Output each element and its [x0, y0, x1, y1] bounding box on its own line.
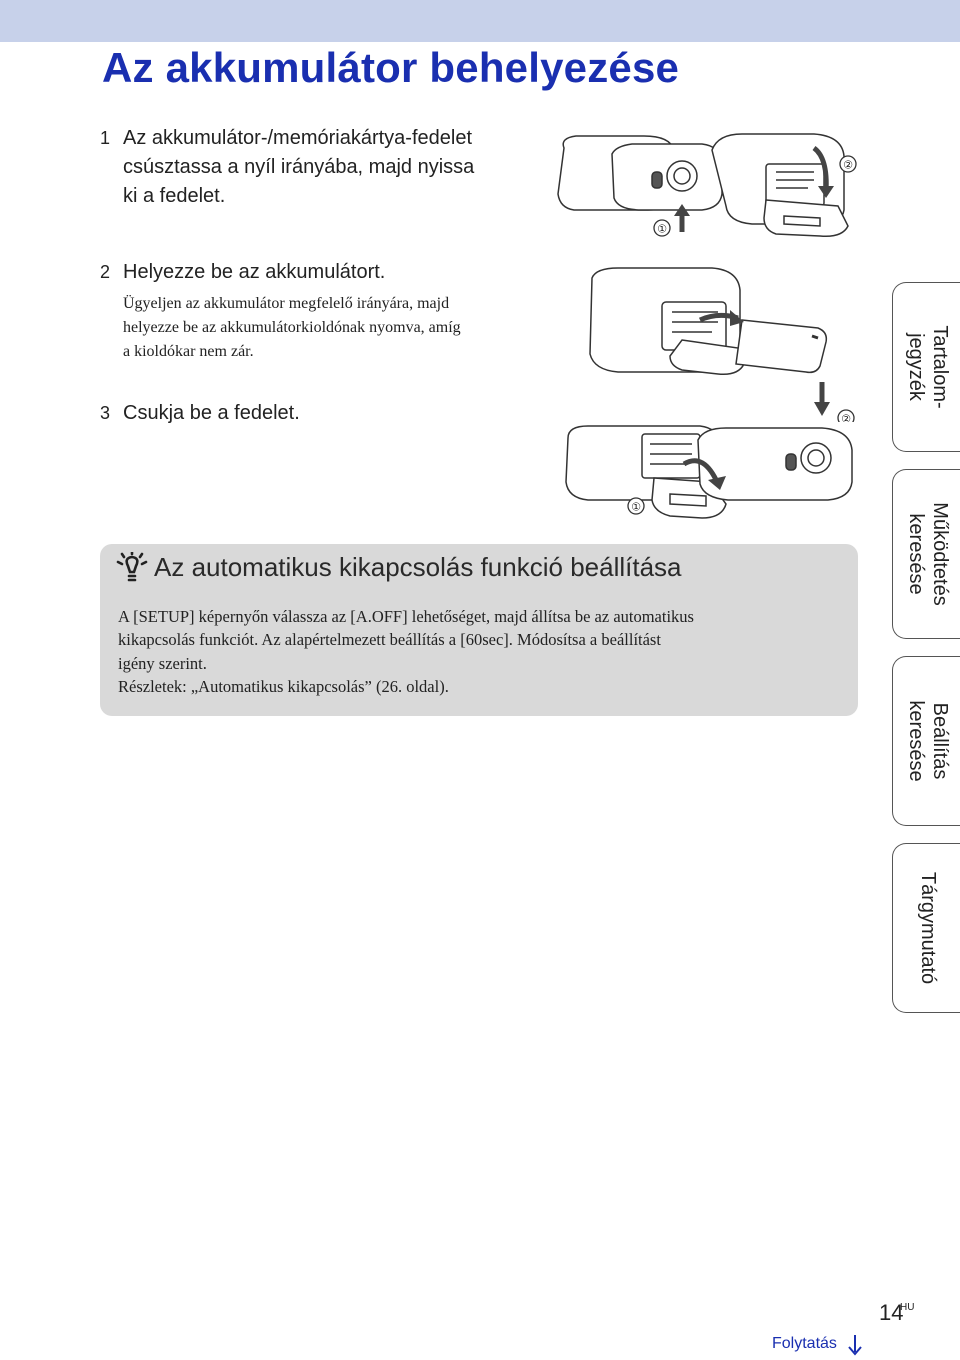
tab-contents-label [904, 325, 952, 408]
tab-label-line: keresése [905, 700, 927, 782]
figure-close-cover [558, 420, 872, 526]
arrow-down-icon[interactable] [848, 1334, 862, 1356]
continue-link[interactable]: Folytatás [772, 1335, 837, 1352]
step-1-line: csúsztassa a nyíl irányába, majd nyissa [123, 156, 475, 178]
step-1-line: Az akkumulátor-/memóriakártya-fedelet [123, 127, 473, 149]
figure-open-cover [552, 128, 872, 252]
step-2-line: Helyezze be az akkumulátort. [123, 261, 386, 283]
tab-settings-search-label [904, 700, 952, 781]
tab-operation-search-label [904, 502, 952, 605]
step-2-note-line: a kioldókar nem zár. [123, 343, 254, 360]
hint-title: Az automatikus kikapcsolás funkció beállítása [154, 552, 682, 582]
tab-contents[interactable] [892, 282, 960, 452]
tab-index-label [916, 872, 940, 984]
step-2-note [123, 292, 563, 364]
tab-label-line: Beállítás [929, 702, 951, 780]
hint-line: kikapcsolás funkciót. Az alapértelmezett beállítás a [60sec]. Módosítsa a beállítást [118, 630, 661, 649]
step-2-text [123, 258, 523, 287]
step-3-text [123, 399, 523, 428]
tab-label-line: keresése [905, 513, 927, 595]
tab-operation-search[interactable] [892, 469, 960, 639]
step-1-line: ki a fedelet. [123, 185, 226, 207]
hint-line: A [SETUP] képernyőn válassza az [A.OFF] lehetőséget, majd állítsa be az automatikus [118, 607, 694, 626]
step-1-text [123, 124, 523, 211]
header-band [0, 0, 960, 42]
hint-line: Részletek: „Automatikus kikapcsolás” (26. oldal). [118, 677, 449, 696]
figure-callout: ① [657, 222, 667, 236]
tab-label-line: jegyzék [905, 333, 927, 401]
figure-insert-battery [572, 262, 872, 422]
tab-index[interactable] [892, 843, 960, 1013]
figure-callout: ① [631, 500, 641, 514]
tab-settings-search[interactable] [892, 656, 960, 826]
step-3-number: 3 [100, 403, 111, 423]
page-title: Az akkumulátor behelyezése [102, 44, 680, 91]
step-1-number: 1 [100, 128, 111, 148]
tab-label-line: Működtetés [929, 502, 951, 606]
hint-line: igény szerint. [118, 654, 207, 673]
step-2-note-line: helyezze be az akkumulátorkioldónak nyomva, amíg [123, 319, 461, 336]
lightbulb-hint-icon [114, 552, 150, 586]
tab-label-line: Tartalom- [929, 325, 951, 409]
step-3-line: Csukja be a fedelet. [123, 402, 300, 424]
step-2-note-line: Ügyeljen az akkumulátor megfelelő irányára, majd [123, 295, 450, 312]
figure-callout: ② [841, 412, 851, 422]
tab-label-line: Tárgymutató [917, 871, 939, 985]
figure-callout: ② [843, 158, 853, 172]
page-language: HU [900, 1302, 915, 1313]
step-2-number: 2 [100, 262, 111, 282]
page-number: 14 [879, 1300, 904, 1325]
